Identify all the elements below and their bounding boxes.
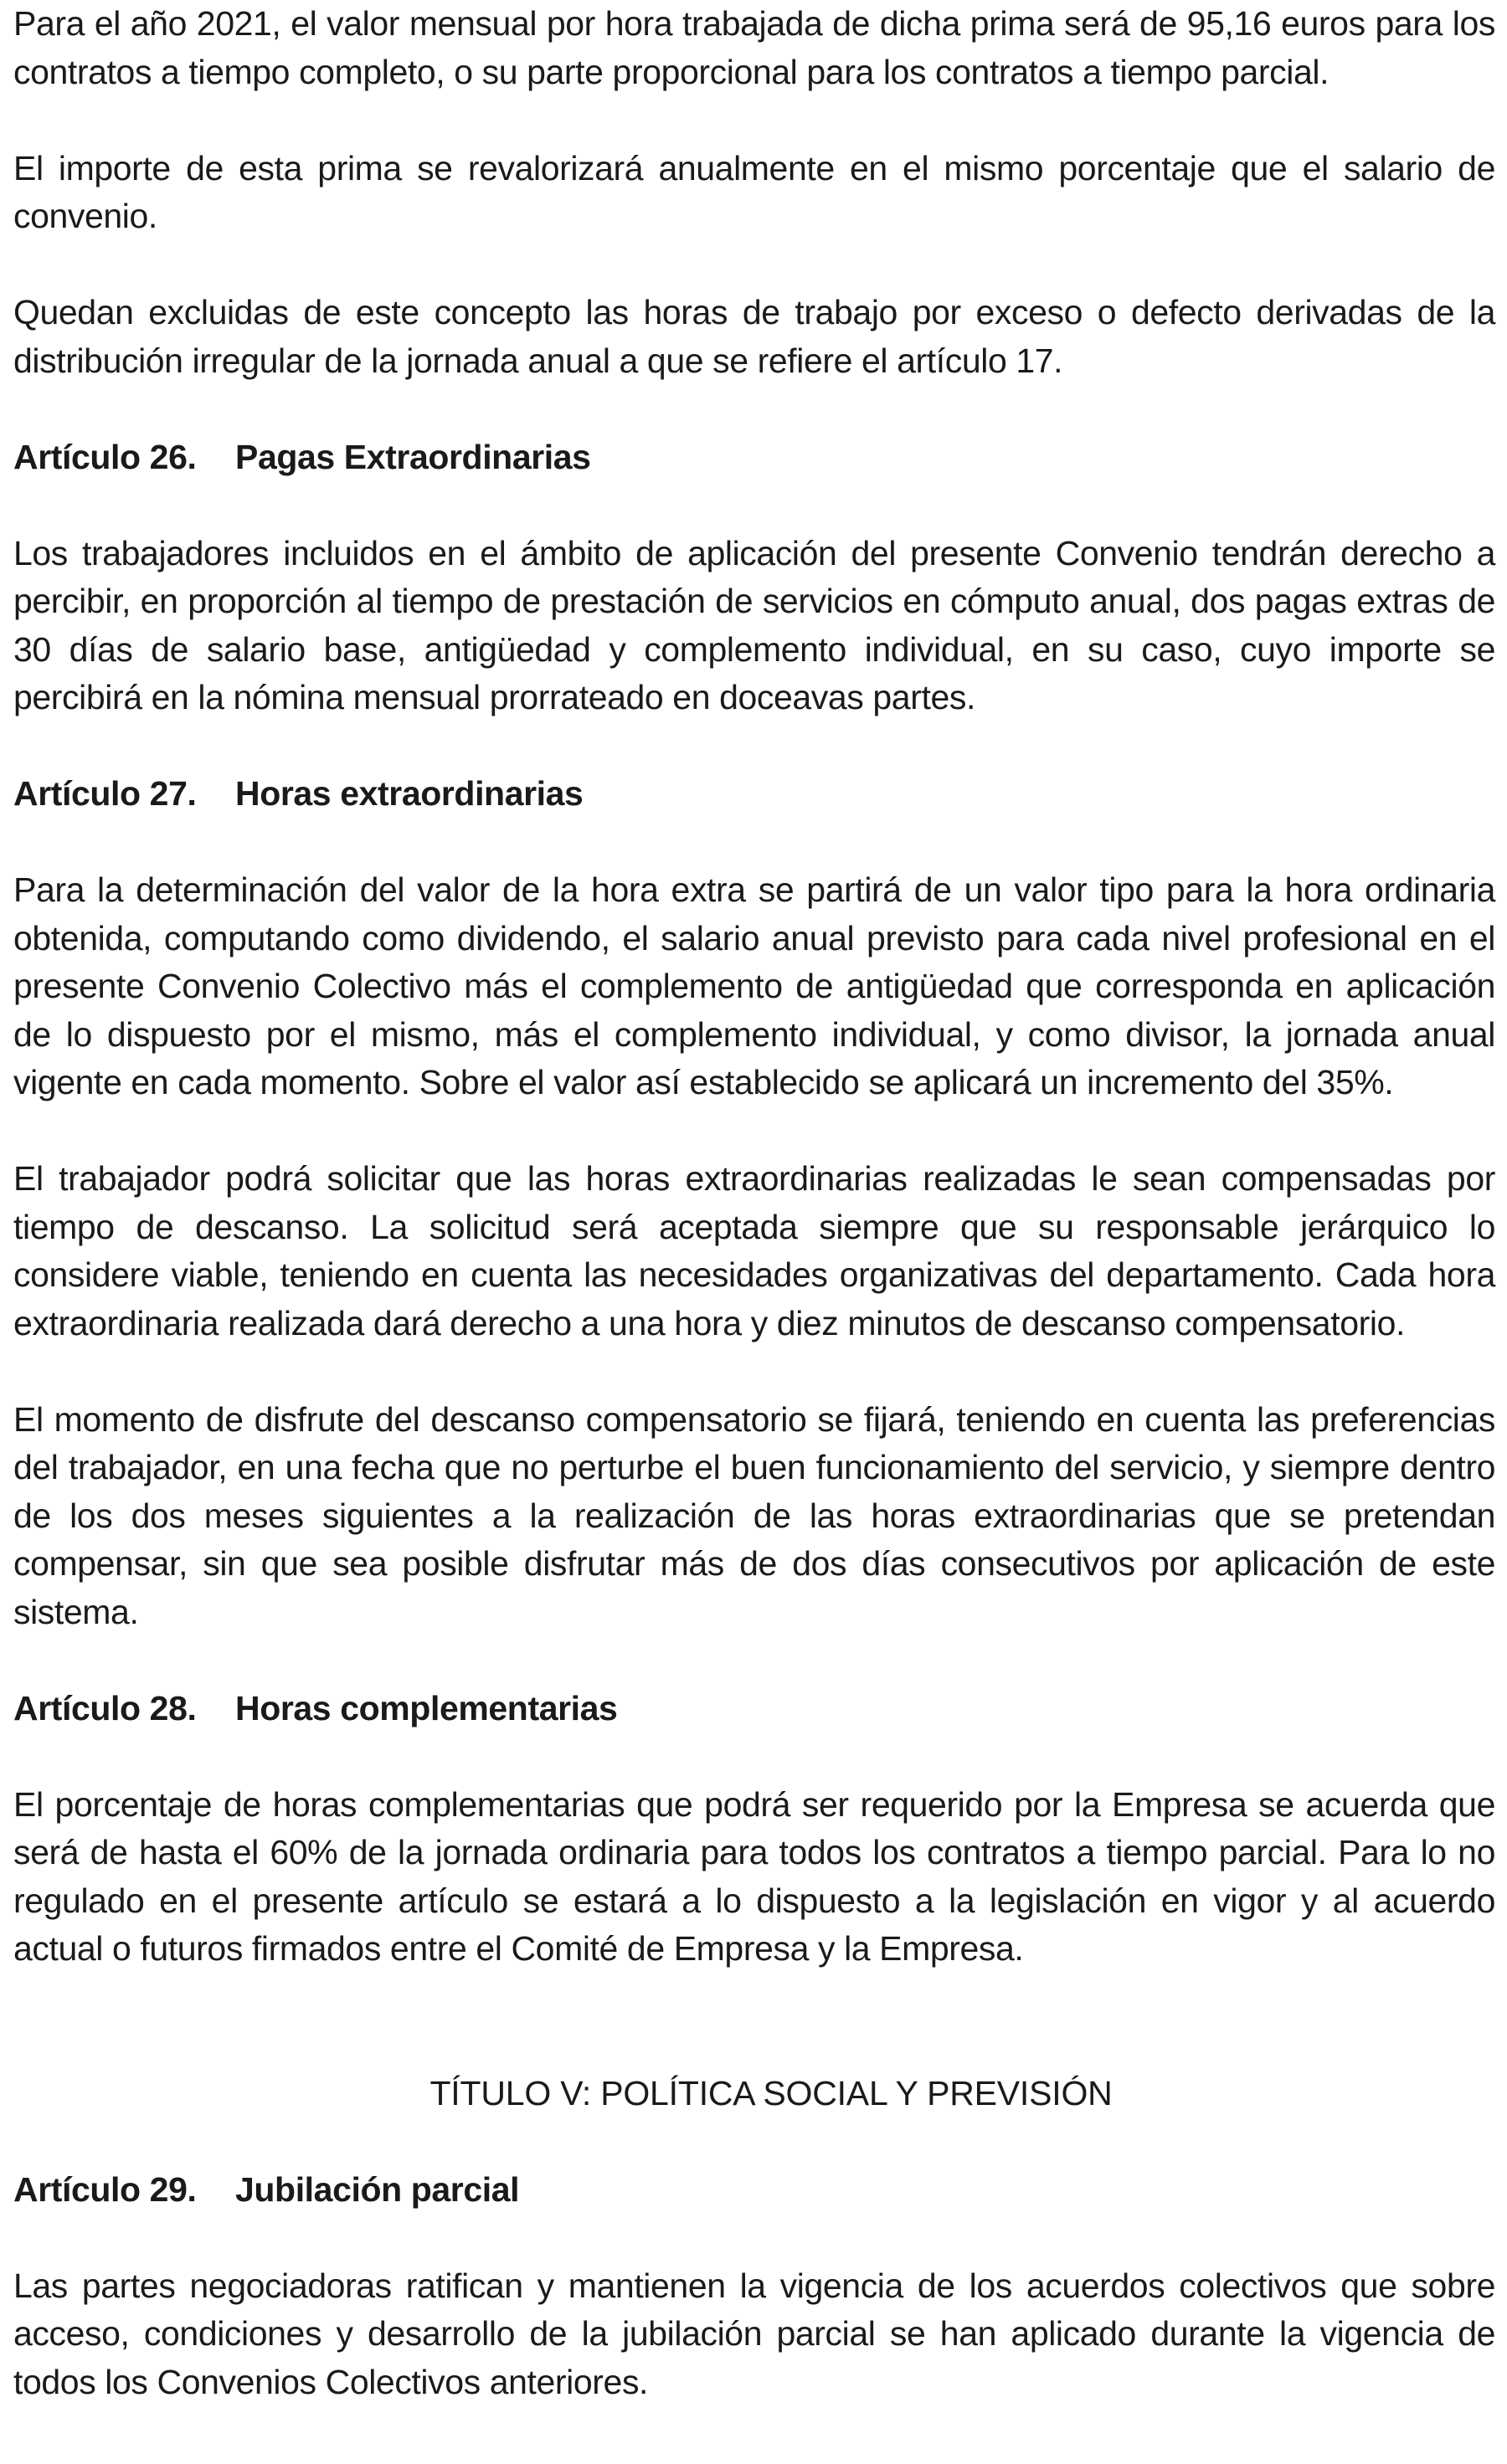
article-29-title: Jubilación parcial — [235, 2169, 520, 2209]
article-28-number: Artículo 28. — [13, 1688, 197, 1727]
article-28-heading — [13, 1685, 1495, 1733]
document-page — [13, 0, 1495, 2406]
article-27-paragraph-3: El momento de disfrute del descanso compensatorio se fijará, teniendo en cuenta las preferencias del trabajador, en una fecha que no perturbe el buen funcionamiento del servicio, y siempre dentro de los dos meses siguientes a la realización de las horas extraordinarias que se pretendan compensar, sin que sea posible disfrutar más de dos días consecutivos por aplicación de este sistema. — [13, 1399, 1495, 1631]
article-26-paragraph: Los trabajadores incluidos en el ámbito de aplicación del presente Convenio tendrán derecho a percibir, en proporción al tiempo de prestación de servicios en cómputo anual, dos pagas extras de 30 días de salario base, antigüedad y complemento individual, en su caso, cuyo importe se percibirá en la nómina mensual prorrateado en doceavas partes. — [13, 533, 1495, 716]
paragraph-prima-value: Para el año 2021, el valor mensual por hora trabajada de dicha prima será de 95,16 euros para los contratos a tiempo completo, o su parte proporcional para los contratos a tiempo parcial. — [13, 4, 1495, 91]
article-26-number: Artículo 26. — [13, 437, 197, 476]
article-26-title: Pagas Extraordinarias — [235, 437, 591, 476]
article-28-title: Horas complementarias — [235, 1688, 618, 1727]
article-29-paragraph: Las partes negociadoras ratifican y mantienen la vigencia de los acuerdos colectivos que sobre acceso, condiciones y desarrollo de la jubilación parcial se han aplicado durante la vigencia de todos los Convenios Colectivos anteriores. — [13, 2266, 1495, 2401]
article-28-paragraph: El porcentaje de horas complementarias que podrá ser requerido por la Empresa se acuerda que será de hasta el 60% de la jornada ordinaria para todos los contratos a tiempo parcial. Para lo no regulado en el presente artículo se estará a lo dispuesto a la legislación en vigor y al acuerdo actual o futuros firmados entre el Comité de Empresa y la Empresa. — [13, 1784, 1495, 1968]
article-29-number: Artículo 29. — [13, 2169, 197, 2209]
paragraph-prima-revaluation: El importe de esta prima se revalorizará anualmente en el mismo porcentaje que el salario de convenio. — [13, 148, 1495, 235]
article-27-paragraph-1: Para la determinación del valor de la hora extra se partirá de un valor tipo para la hora ordinaria obtenida, computando como dividendo, el salario anual previsto para cada nivel profesional en el presente Convenio Colectivo más el complemento de antigüedad que corresponda en aplicación de lo dispuesto por el mismo, más el complemento individual, y como divisor, la jornada anual vigente en cada momento. Sobre el valor así establecido se aplicará un incremento del 35%. — [13, 870, 1495, 1101]
article-27-paragraph-2: El trabajador podrá solicitar que las horas extraordinarias realizadas le sean compensadas por tiempo de descanso. La solicitud será aceptada siempre que su responsable jerárquico lo considere viable, teniendo en cuenta las necesidades organizativas del departamento. Cada hora extraordinaria realizada dará derecho a una hora y diez minutos de descanso compensatorio. — [13, 1159, 1495, 1342]
article-26-heading — [13, 434, 1495, 482]
article-27-title: Horas extraordinarias — [235, 774, 584, 813]
article-27-number: Artículo 27. — [13, 774, 197, 813]
paragraph-prima-exclusions: Quedan excluidas de este concepto las horas de trabajo por exceso o defecto derivadas de la distribución irregular de la jornada anual a que se refiere el artículo 17. — [13, 293, 1495, 380]
article-29-heading — [13, 2166, 1495, 2215]
article-27-heading — [13, 770, 1495, 819]
title-v-heading: TÍTULO V: POLÍTICA SOCIAL Y PREVISIÓN — [429, 2073, 1113, 2112]
